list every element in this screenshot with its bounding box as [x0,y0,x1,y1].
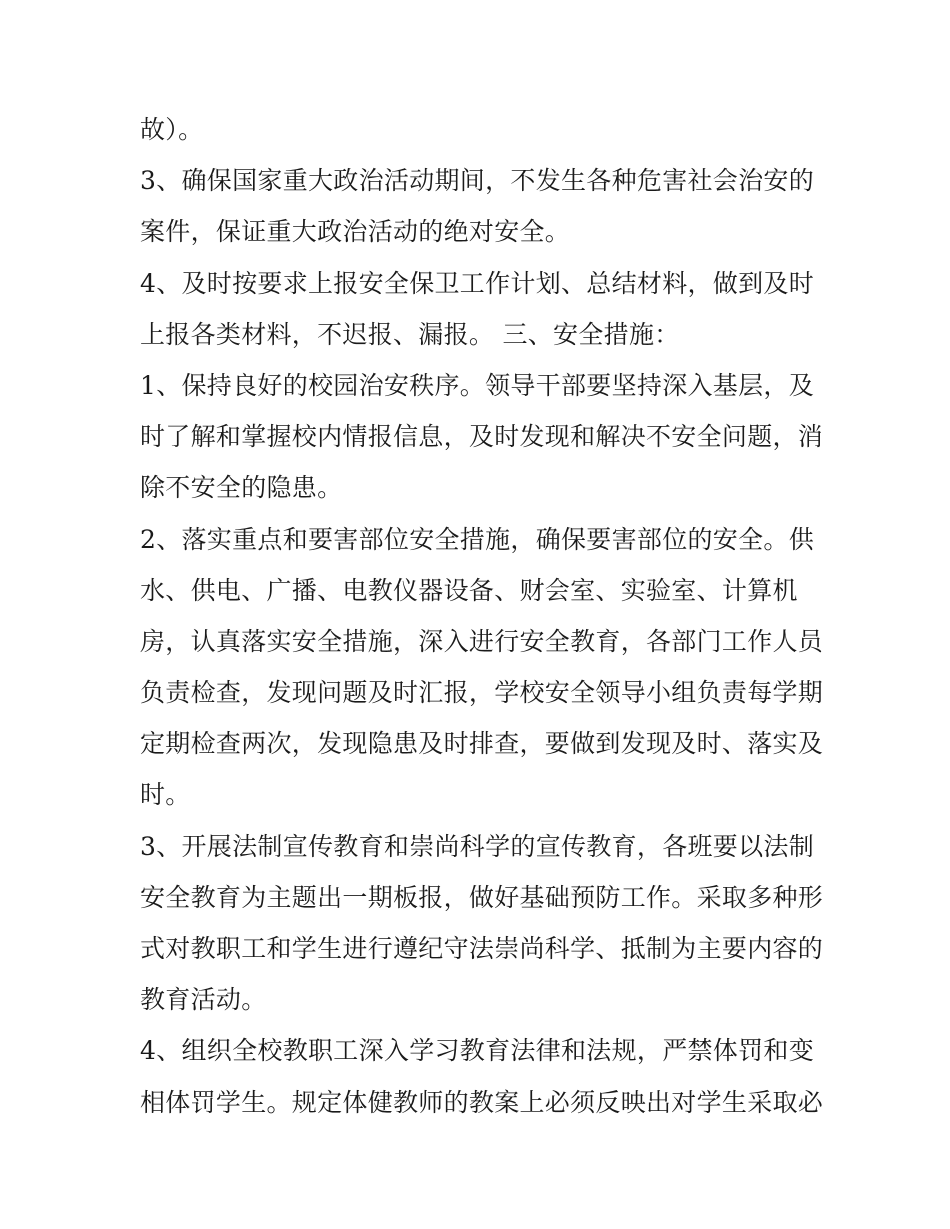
text-line: 2、落实重点和要害部位安全措施，确保要害部位的安全。供 [140,524,815,554]
text-line: 水、供电、广播、电教仪器设备、财会室、实验室、计算机 [140,575,798,605]
text-line: 上报各类材料，不迟报、漏报。 三、安全措施： [140,319,680,349]
text-line: 教育活动。 [140,985,267,1015]
document-body [140,104,824,1128]
text-line: 安全教育为主题出一期板报，做好基础预防工作。采取多种形 [140,882,824,912]
text-line: 房，认真落实安全措施，深入进行安全教育，各部门工作人员 [140,626,824,656]
text-line: 式对教职工和学生进行遵纪守法崇尚科学、抵制为主要内容的 [140,934,824,963]
text-line: 1、保持良好的校园治安秩序。领导干部要坚持深入基层，及 [140,370,815,400]
text-line: 负责检查，发现问题及时汇报，学校安全领导小组负责每学期 [140,678,824,708]
text-line: 3、开展法制宣传教育和崇尚科学的宣传教育，各班要以法制 [140,831,815,861]
text-line: 定期检查两次，发现隐患及时排查，要做到发现及时、落实及 [140,729,824,759]
text-line: 时。 [140,780,191,810]
text-line: 4、及时按要求上报安全保卫工作计划、总结材料，做到及时 [140,268,815,298]
text-line: 案件，保证重大政治活动的绝对安全。 [140,217,571,247]
text-line: 4、组织全校教职工深入学习教育法律和法规，严禁体罚和变 [140,1036,815,1066]
text-line: 3、确保国家重大政治活动期间，不发生各种危害社会治安的 [140,166,815,196]
text-line: 相体罚学生。规定体健教师的教案上必须反映出对学生采取必 [140,1087,824,1117]
text-line: 时了解和掌握校内情报信息，及时发现和解决不安全问题，消 [140,422,824,452]
text-line: 故）。 [140,115,204,144]
text-line: 除不安全的隐患。 [140,473,343,503]
